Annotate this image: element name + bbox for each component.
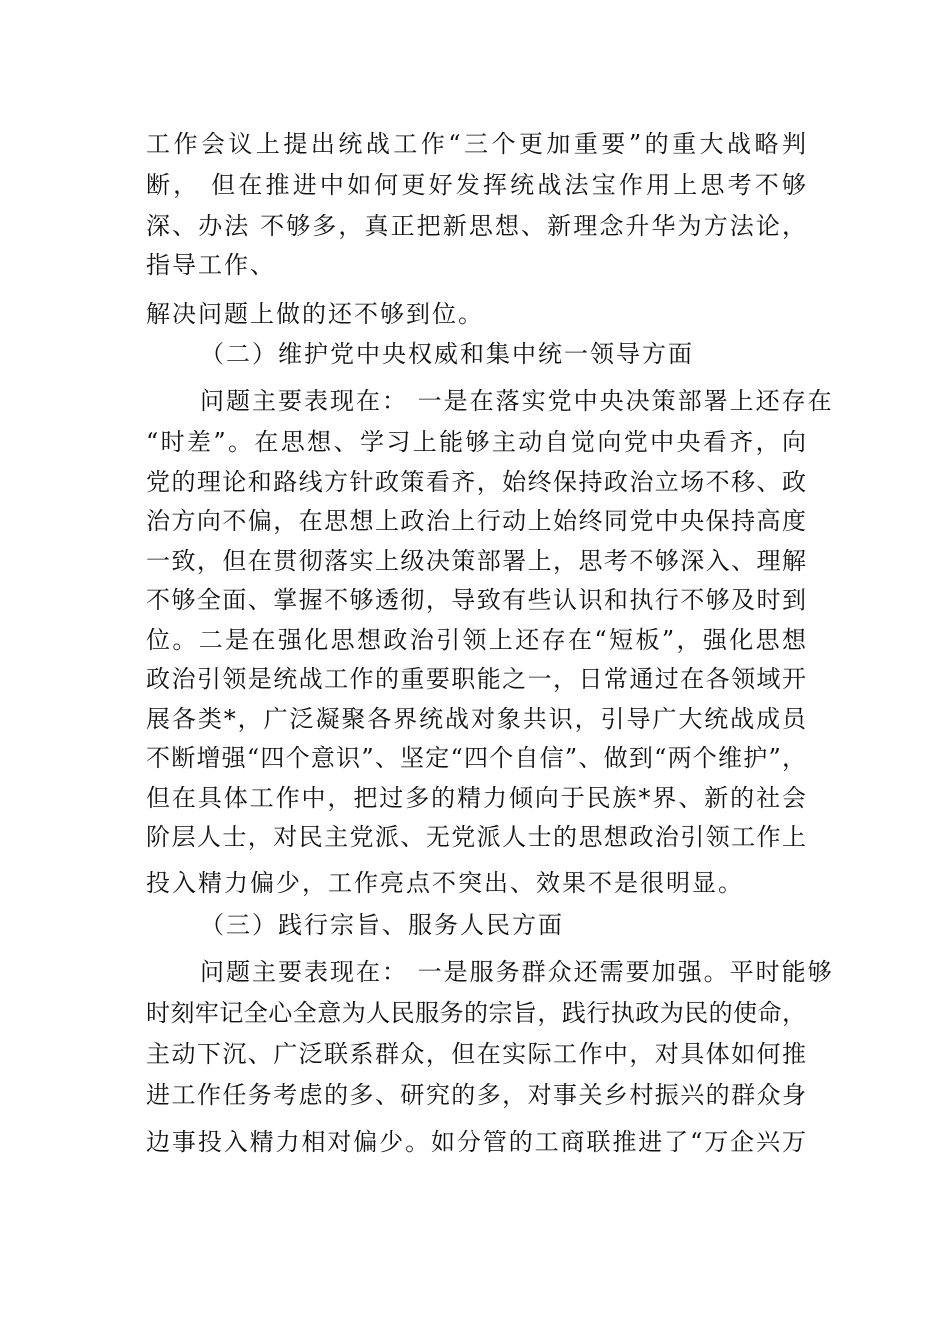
paragraph-line: 治方向不偏，在思想上政治上行动上始终同党中央保持高度	[146, 507, 806, 535]
paragraph-line: 解决问题上做的还不够到位。	[146, 300, 484, 328]
paragraph-line: 投入精力偏少，工作亮点不突出、效果不是很明显。	[146, 869, 744, 897]
section-heading: （二）维护党中央权威和集中统一领导方面	[200, 340, 694, 368]
paragraph-line: 位。二是在强化思想政治引领上还存在“短板”，强化思想	[146, 626, 806, 654]
paragraph-line: 边事投入精力相对偏少。如分管的工商联推进了“万企兴万	[146, 1128, 806, 1156]
paragraph-line: 问题主要表现在： 一是服务群众还需要加强。平时能够	[200, 958, 834, 986]
paragraph-line: 进工作任务考虑的多、研究的多，对事关乡村振兴的群众身	[146, 1081, 806, 1109]
paragraph-line: 时刻牢记全心全意为人民服务的宗旨，践行执政为民的使命，	[146, 999, 806, 1027]
paragraph-line: 不够全面、掌握不够透彻，导致有些认识和执行不够及时到	[146, 586, 806, 614]
section-heading: （三）践行宗旨、服务人民方面	[200, 911, 564, 939]
paragraph-line: 工作会议上提出统战工作“三个更加重要”的重大战略判	[146, 130, 806, 158]
paragraph-line: 政治引领是统战工作的重要职能之一，日常通过在各领域开	[146, 665, 806, 693]
paragraph-line: 主动下沉、广泛联系群众，但在实际工作中，对具体如何推	[146, 1040, 806, 1068]
paragraph-line: 问题主要表现在： 一是在落实党中央决策部署上还存在	[200, 387, 834, 415]
paragraph-line: 一致，但在贯彻落实上级决策部署上，思考不够深入、理解	[146, 547, 806, 575]
paragraph-line: 阶层人士，对民主党派、无党派人士的思想政治引领工作上	[146, 823, 806, 851]
paragraph-line: “时差”。在思想、学习上能够主动自觉向党中央看齐，向	[146, 428, 806, 456]
paragraph-line: 不断增强“四个意识”、坚定“四个自信”、做到“两个维护”，	[146, 744, 806, 772]
paragraph-line: 党的理论和路线方针政策看齐，始终保持政治立场不移、政	[146, 468, 806, 496]
paragraph-line: 断， 但在推进中如何更好发挥统战法宝作用上思考不够	[146, 171, 806, 199]
paragraph-line: 指导工作、	[146, 251, 276, 279]
paragraph-line: 深、办法 不够多，真正把新思想、新理念升华为方法论，	[146, 212, 806, 240]
paragraph-line: 但在具体工作中，把过多的精力倾向于民族*界、新的社会	[146, 784, 806, 812]
paragraph-line: 展各类*，广泛凝聚各界统战对象共识，引导广大统战成员	[146, 705, 806, 733]
